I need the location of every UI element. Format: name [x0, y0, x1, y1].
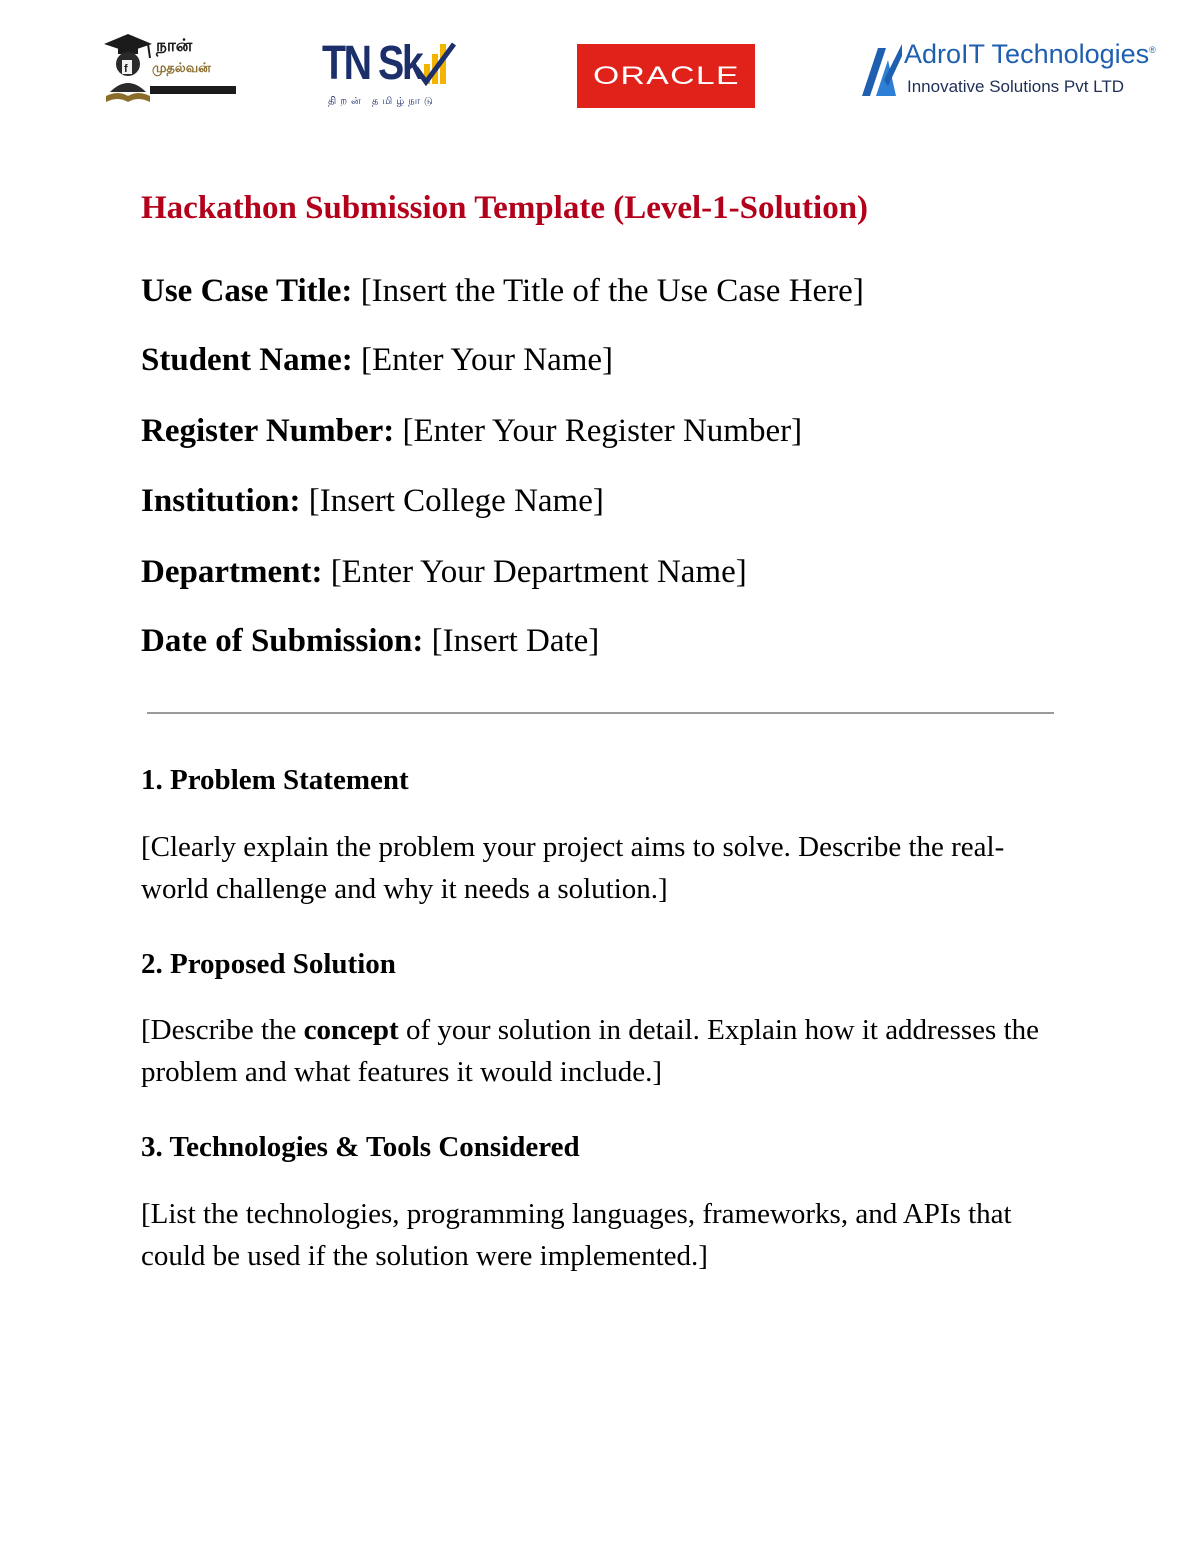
problem-statement-heading: 1. Problem Statement: [141, 764, 409, 796]
field-value: [Insert College Name]: [308, 483, 604, 519]
field-label: Register Number:: [141, 413, 395, 449]
oracle-wordmark: ORACLE: [592, 61, 740, 90]
proposed-solution-heading: 2. Proposed Solution: [141, 948, 396, 980]
svg-text:f: f: [124, 63, 128, 75]
proposed-solution-body: [141, 1009, 1061, 1093]
proposed-solution-bold-term: concept: [303, 1014, 399, 1046]
field-label: Student Name:: [141, 342, 353, 378]
technologies-body: [List the technologies, programming languages, frameworks, and APIs that could be used if the solution were implemented.]: [141, 1198, 1012, 1272]
field-label: Institution:: [141, 483, 301, 519]
field-department: [141, 554, 747, 591]
field-use-case-title: [141, 273, 864, 310]
field-label: Use Case Title:: [141, 273, 353, 309]
technologies-heading: 3. Technologies & Tools Considered: [141, 1131, 580, 1163]
field-value: [Insert the Title of the Use Case Here]: [360, 273, 864, 309]
naan-mudhalvan-logo: [100, 30, 240, 108]
naan-mudhalvan-line2: முதல்வன்: [152, 61, 211, 76]
adroit-subtitle: Innovative Solutions Pvt LTD: [907, 77, 1125, 96]
adroit-logo: [858, 36, 1168, 102]
field-value: [Insert Date]: [431, 623, 600, 659]
adroit-name: [904, 39, 1156, 70]
adroit-mark-icon: [858, 40, 904, 98]
tnskill-wordmark: TN Sk: [322, 37, 422, 90]
field-value: [Enter Your Department Name]: [330, 554, 747, 590]
field-label: Date of Submission:: [141, 623, 424, 659]
naan-mudhalvan-line1: நான்: [156, 36, 193, 56]
horizontal-divider: [147, 712, 1054, 714]
field-student-name: [141, 342, 613, 379]
document-title: Hackathon Submission Template (Level-1-Solution): [141, 190, 869, 226]
tnskill-tagline: திறன் தமிழ்நாடு: [328, 96, 437, 107]
problem-statement-body: [Clearly explain the problem your project aims to solve. Describe the real-world challenge and why it needs a solution.]: [141, 831, 1005, 905]
proposed-solution-text-end: of your solution in detail. Explain how it addresses the problem and what features it would include.]: [141, 1014, 1039, 1088]
field-value: [Enter Your Name]: [361, 342, 614, 378]
registered-mark: ®: [1149, 45, 1156, 55]
field-label: Department:: [141, 554, 323, 590]
oracle-logo: [577, 44, 755, 108]
field-register-number: [141, 413, 802, 450]
proposed-solution-text-start: [Describe the: [141, 1014, 304, 1046]
field-institution: [141, 483, 604, 520]
field-date-of-submission: [141, 623, 599, 660]
tnskill-logo: [322, 38, 462, 118]
adroit-name-text: AdroIT Technologies: [904, 39, 1150, 69]
field-value: [Enter Your Register Number]: [402, 413, 803, 449]
